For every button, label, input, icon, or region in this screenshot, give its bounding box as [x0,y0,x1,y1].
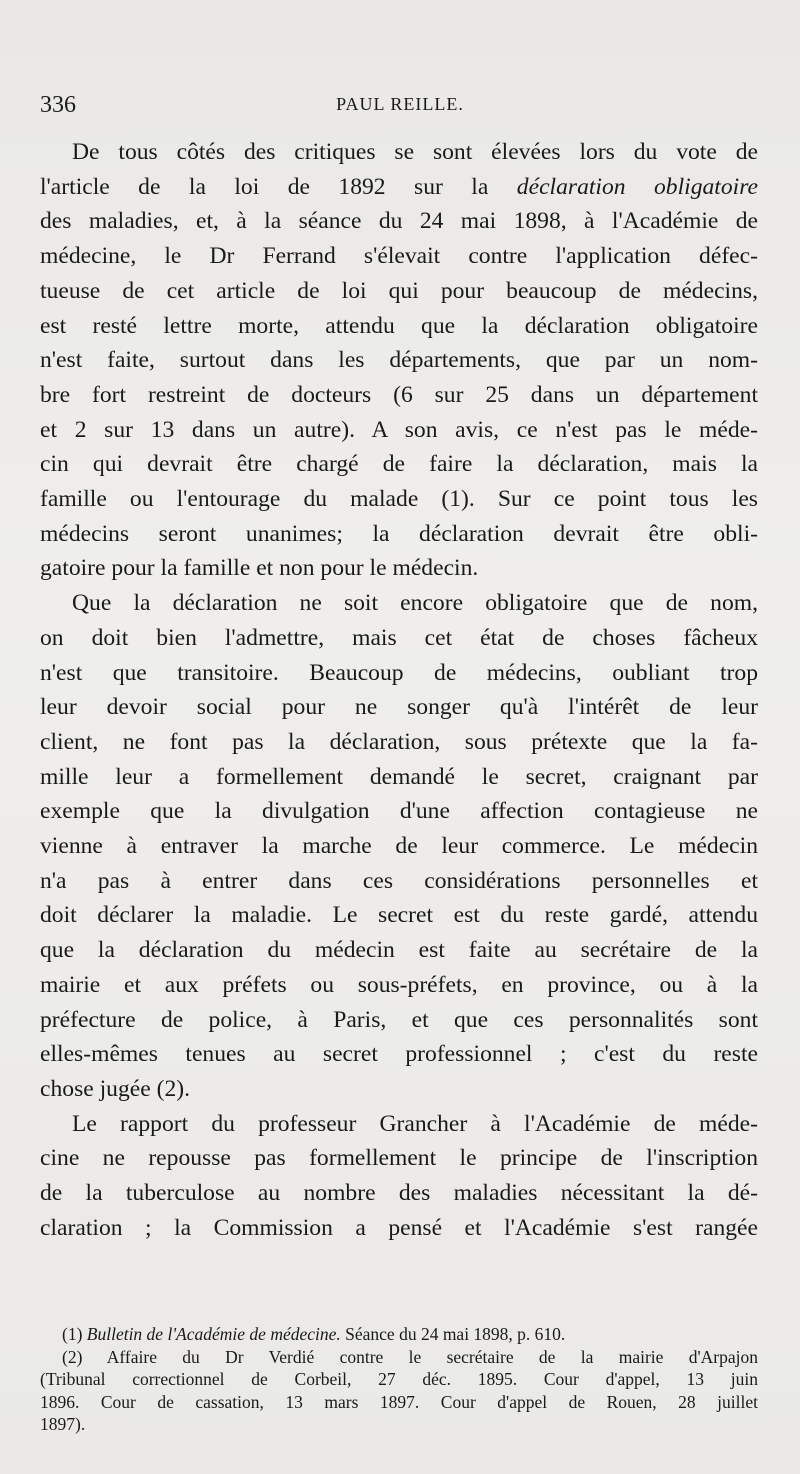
text-line: de la tuberculose au nombre des maladies nécessitant la dé- [40,1180,758,1207]
footnote-2-line: 1896. Cour de cassation, 13 mars 1897. Cour d'appel de Rouen, 28 juillet [40,1391,758,1412]
text-line: Le rapport du professeur Grancher à l'Académie de méde- [72,1110,758,1137]
footnote-1: (1) Bulletin de l'Académie de médecine. Séance du 24 mai 1898, p. 610. [62,1324,566,1344]
text-line: vienne à entraver la marche de leur commerce. Le médecin [40,833,758,860]
text-line: n'est que transitoire. Beaucoup de médecins, oubliant trop [40,659,758,686]
text-line: on doit bien l'admettre, mais cet état de choses fâcheux [40,624,758,651]
text-line: doit déclarer la maladie. Le secret est du reste gardé, attendu [40,902,758,929]
text-line: médecins seront unanimes; la déclaration devrait être obli- [40,520,758,547]
text-line: Que la déclaration ne soit encore obligatoire que de nom, [72,590,758,617]
text-line: n'est faite, surtout dans les départements, que par un nom- [40,347,758,374]
text-line: est resté lettre morte, attendu que la déclaration obligatoire [40,312,758,339]
footnote-1-title: Bulletin de l'Académie de médecine. [86,1324,341,1344]
text-line: exemple que la divulgation d'une affection contagieuse ne [40,798,758,825]
italic-phrase: déclaration obligatoire [516,173,758,200]
footnotes [40,1323,758,1436]
footnote-2-line: (2) Affaire du Dr Verdié contre le secrétaire de la mairie d'Arpajon [62,1346,758,1367]
running-title: PAUL REILLE. [336,94,464,114]
footnote-2-line: (Tribunal correctionnel de Corbeil, 27 déc. 1895. Cour d'appel, 13 juin [40,1369,758,1389]
text-line: gatoire pour la famille et non pour le médecin. [40,555,479,582]
text-line: médecine, le Dr Ferrand s'élevait contre l'application défec- [40,243,758,270]
text-line: bre fort restreint de docteurs (6 sur 25 dans un département [40,381,758,408]
text-line: client, ne font pas la déclaration, sous prétexte que la fa- [40,728,758,755]
text-line: cin qui devrait être chargé de faire la déclaration, mais la [40,451,758,478]
text-line: mille leur a formellement demandé le secret, craignant par [40,763,758,790]
text-line: préfecture de police, à Paris, et que ces personnalités sont [40,1006,758,1033]
text-line: De tous côtés des critiques se sont élevées lors du vote de [72,139,758,165]
text-line: n'a pas à entrer dans ces considérations personnelles et [40,867,758,894]
text-line: claration ; la Commission a pensé et l'Académie s'est rangée [40,1214,758,1241]
text-line: des maladies, et, à la séance du 24 mai 1898, à l'Académie de [40,208,758,235]
text-line: et 2 sur 13 dans un autre). A son avis, ce n'est pas le méde- [40,416,758,443]
text-line: cine ne repousse pas formellement le principe de l'inscription [40,1145,758,1172]
body-text [40,135,758,1246]
page-header [40,92,760,122]
text-line: que la déclaration du médecin est faite au secrétaire de la [40,937,758,964]
text-line: mairie et aux préfets ou sous-préfets, en province, ou à la [40,971,758,998]
page-number: 336 [40,92,76,118]
footnote-2-line: 1897). [40,1414,86,1434]
text-line: leur devoir social pour ne songer qu'à l'intérêt de leur [40,694,758,721]
text-line: chose jugée (2). [40,1075,191,1102]
text-line: famille ou l'entourage du malade (1). Sur ce point tous les [40,486,758,513]
text-line: tueuse de cet article de loi qui pour beaucoup de médecins, [40,277,758,304]
text-line: l'article de la loi de 1892 sur la déclaration obligatoire [40,173,758,200]
text-line: elles-mêmes tenues au secret professionnel ; c'est du reste [40,1041,758,1068]
